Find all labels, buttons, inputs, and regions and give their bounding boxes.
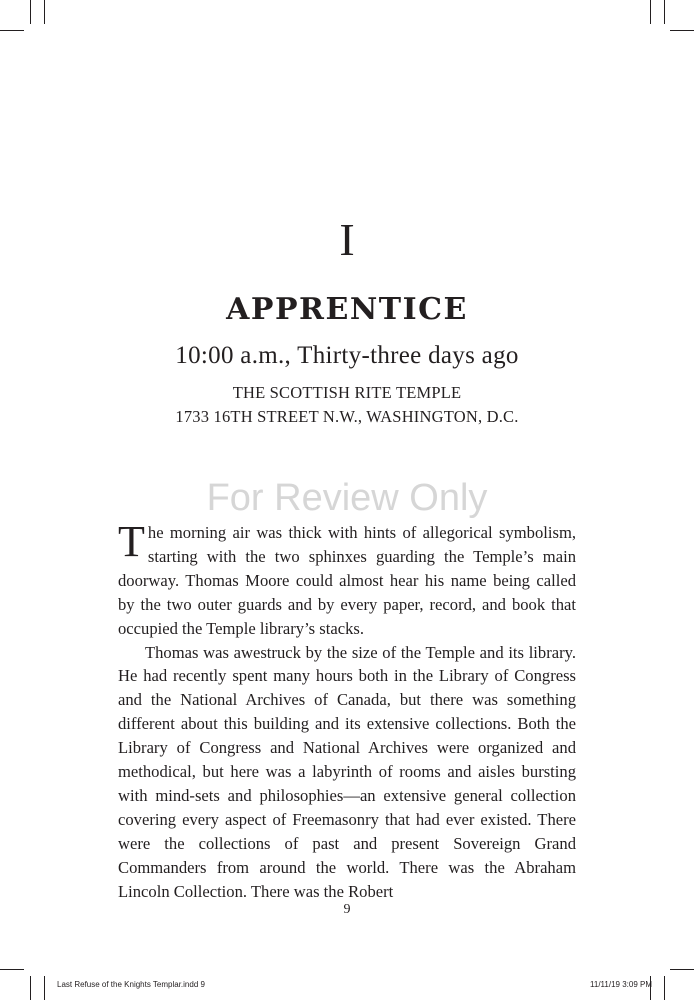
location-line-2: 1733 16TH STREET N.W., WASHINGTON, D.C. bbox=[175, 407, 519, 426]
slug-left: Last Refuse of the Knights Templar.indd 9 bbox=[57, 980, 205, 989]
paragraph-1-text: he morning air was thick with hints of allegorical symbolism, starting with the two sphinxes guarding the Temple’s main doorway. Thomas Moore could almost hear his name being called by the two outer guards and by every paper, record, and book that occupied the Temple library’s stacks. bbox=[118, 523, 576, 638]
chapter-title: APPRENTICE bbox=[226, 292, 468, 327]
drop-cap: T bbox=[118, 517, 145, 566]
location-line-1: THE SCOTTISH RITE TEMPLE bbox=[232, 383, 462, 402]
crop-mark bbox=[664, 976, 665, 1000]
review-watermark: For Review Only bbox=[206, 477, 488, 519]
body-text bbox=[118, 517, 576, 904]
crop-mark bbox=[44, 976, 45, 1000]
chapter-time-line: 10:00 a.m., Thirty-three days ago bbox=[175, 342, 519, 369]
crop-mark bbox=[670, 30, 694, 31]
crop-mark bbox=[670, 969, 694, 970]
chapter-number: I bbox=[339, 214, 355, 265]
crop-mark bbox=[664, 0, 665, 24]
crop-mark bbox=[0, 30, 24, 31]
paragraph-1 bbox=[118, 517, 576, 641]
crop-mark bbox=[0, 969, 24, 970]
crop-mark bbox=[44, 0, 45, 24]
crop-mark bbox=[30, 0, 31, 24]
paragraph-2: Thomas was awestruck by the size of the Temple and its library. He had recently spent many hours both in the Library of Congress and the National Archives of Canada, but there was something different about this building and its extensive collections. Both the Library of Congress and National Archives were organized and methodical, but here was a labyrinth of rooms and aisles bursting with mind-sets and philosophies—an extensive general collection covering every aspect of Freemasonry that had ever existed. There were the collections of past and present Sovereign Grand Commanders from around the world. There was the Abraham Lincoln Collection. There was the Robert bbox=[118, 642, 576, 901]
crop-mark bbox=[650, 0, 651, 24]
crop-mark bbox=[30, 976, 31, 1000]
page-number: 9 bbox=[343, 902, 351, 917]
slug-right: 11/11/19 3:09 PM bbox=[590, 980, 652, 989]
